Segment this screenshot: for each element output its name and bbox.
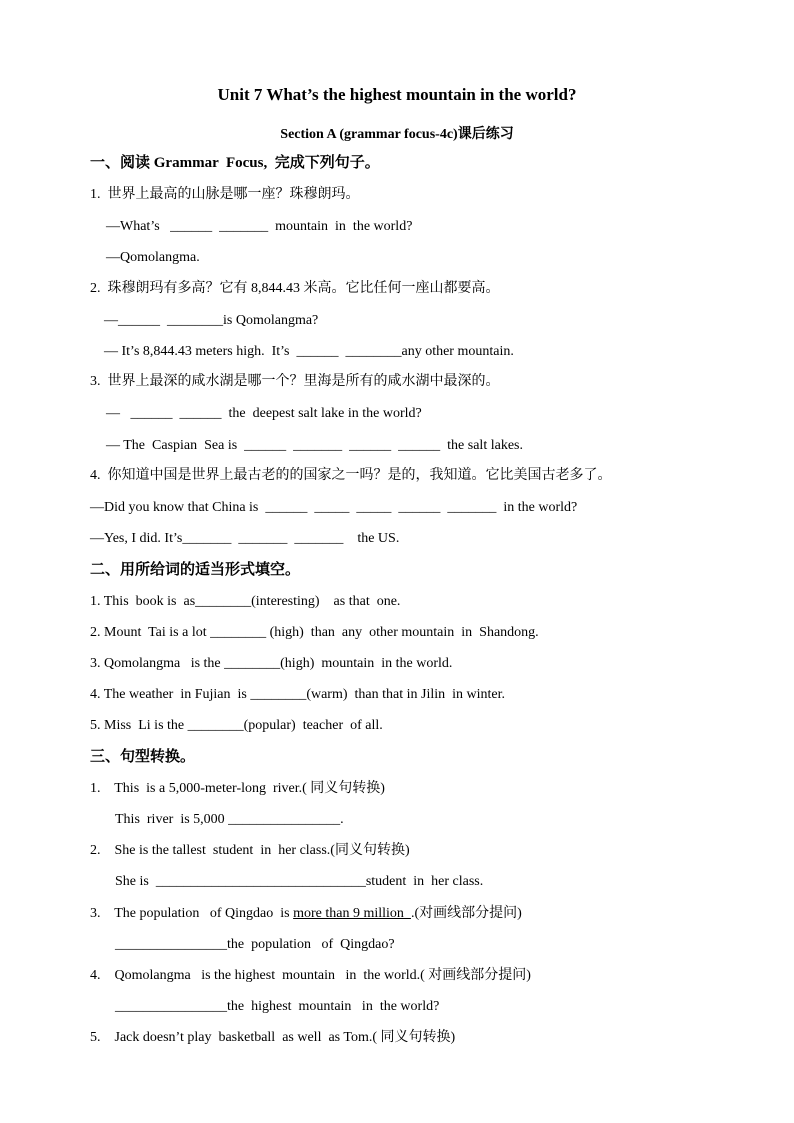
s3-q3-prompt-end: .(对画线部分提问) [410,906,522,921]
s1-q3-line-b: — The Caspian Sea is ______ _______ ______ ______ the salt lakes. [106,438,523,453]
s3-q3-underlined-part: more than 9 million [293,906,411,921]
s3-q4-answer: ________________the highest mountain in the world? [115,999,440,1014]
page-subtitle: Section A (grammar focus-4c)课后练习 [280,127,514,142]
s3-q2-answer: She is ______________________________student in her class. [115,874,484,889]
s3-q1-answer: This river is 5,000 ________________. [115,812,344,827]
section3-heading: 三、句型转换。 [90,749,196,765]
s3-q4-prompt: 4. Qomolangma is the highest mountain in the world.( 对画线部分提问) [90,968,531,983]
s3-q1-prompt: 1. This is a 5,000-meter-long river.( 同义句转换) [90,781,385,796]
page-title: Unit 7 What’s the highest mountain in the world? [217,85,577,104]
s3-q5-prompt: 5. Jack doesn’t play basketball as well as Tom.( 同义句转换) [90,1030,456,1045]
s1-q2-line-b: — It’s 8,844.43 meters high. It’s ______ ________any other mountain. [104,344,514,359]
s1-q1-line-a: —What’s ______ _______ mountain in the world? [106,219,413,234]
s2-item: 3. Qomolangma is the ________(high) mountain in the world. [90,656,453,671]
s3-q3-prompt [90,904,522,924]
s3-q3-answer: ________________the population of Qingdao? [115,937,395,952]
section2-heading: 二、用所给词的适当形式填空。 [90,562,301,578]
s2-item: 5. Miss Li is the ________(popular) teacher of all. [90,718,383,733]
s1-q1-line-b: —Qomolangma. [106,250,200,265]
s1-q4-prompt: 4. 你知道中国是世界上最古老的的国家之一吗？是的，我知道。它比美国古老多了。 [90,468,612,483]
s2-item: 1. This book is as________(interesting) as that one. [90,594,401,609]
s1-q3-line-a: — ______ ______ the deepest salt lake in the world? [106,406,422,421]
s1-q3-prompt: 3. 世界上最深的咸水湖是哪一个？里海是所有的咸水湖中最深的。 [90,374,500,389]
s2-item: 2. Mount Tai is a lot ________ (high) than any other mountain in Shandong. [90,625,539,640]
s1-q4-line-b: —Yes, I did. It’s_______ _______ _______ the US. [90,531,400,546]
s1-q2-line-a: —______ ________is Qomolangma? [104,313,319,328]
s1-q2-prompt: 2. 珠穆朗玛有多高？它有 8,844.43 米高。它比任何一座山都要高。 [90,281,500,296]
s3-q3-prompt-start: 3. The population of Qingdao is [90,906,294,921]
section1-heading: 一、阅读 Grammar Focus, 完成下列句子。 [90,155,380,171]
s1-q1-prompt: 1. 世界上最高的山脉是哪一座？珠穆朗玛。 [90,187,360,202]
s2-item: 4. The weather in Fujian is ________(warm) than that in Jilin in winter. [90,687,506,702]
s3-q2-prompt: 2. She is the tallest student in her class.(同义句转换) [90,843,410,858]
s1-q4-line-a: —Did you know that China is ______ _____ _____ ______ _______ in the world? [90,500,578,515]
